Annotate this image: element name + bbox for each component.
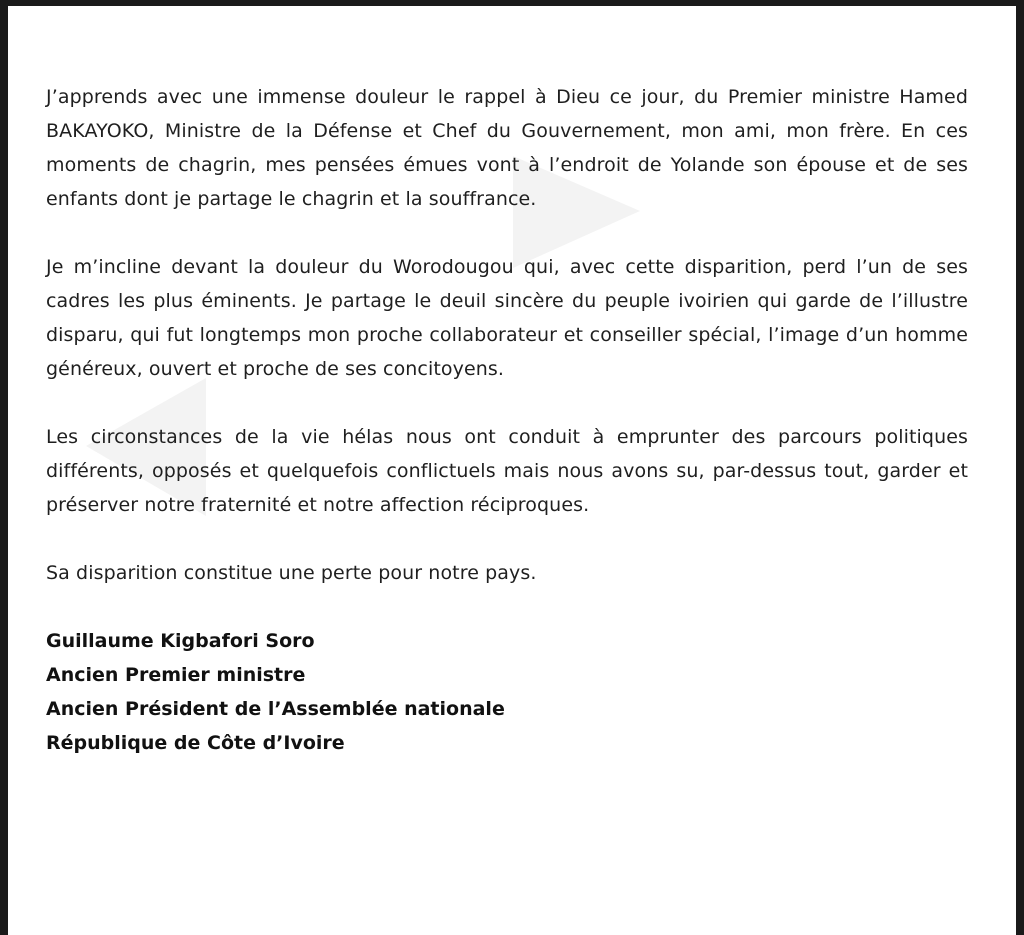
signatory-name: Guillaume Kigbafori Soro	[46, 630, 315, 652]
document-page	[8, 6, 1016, 935]
signatory-country: République de Côte d’Ivoire	[46, 732, 345, 754]
paragraph-circumstances: Les circonstances de la vie hélas nous ont conduit à emprunter des parcours politiques différents, opposés et quelquefois conflictuels mais nous avons su, par-dessus tout, garder et préserver notre fraternité et notre affection réciproques.	[46, 426, 968, 516]
signature-block	[46, 624, 968, 760]
paragraph-tribute: Je m’incline devant la douleur du Worodougou qui, avec cette disparition, perd l’un de ses cadres les plus éminents. Je partage le deuil sincère du peuple ivoirien qui garde de l’illustre disparu, qui fut longtemps mon proche collaborateur et conseiller spécial, l’image d’un homme généreux, ouvert et proche de ses concitoyens.	[46, 256, 968, 380]
paragraph-condolence: J’apprends avec une immense douleur le rappel à Dieu ce jour, du Premier ministre Hamed BAKAYOKO, Ministre de la Défense et Chef du Gouvernement, mon ami, mon frère. En ces moments de chagrin, mes pensées émues vont à l’endroit de Yolande son épouse et de ses enfants dont je partage le chagrin et la souffrance.	[46, 86, 968, 210]
signatory-title-1: Ancien Premier ministre	[46, 664, 306, 686]
letter-body	[46, 80, 968, 760]
signatory-title-2: Ancien Président de l’Assemblée nationale	[46, 698, 505, 720]
paragraph-loss: Sa disparition constitue une perte pour notre pays.	[46, 562, 537, 584]
